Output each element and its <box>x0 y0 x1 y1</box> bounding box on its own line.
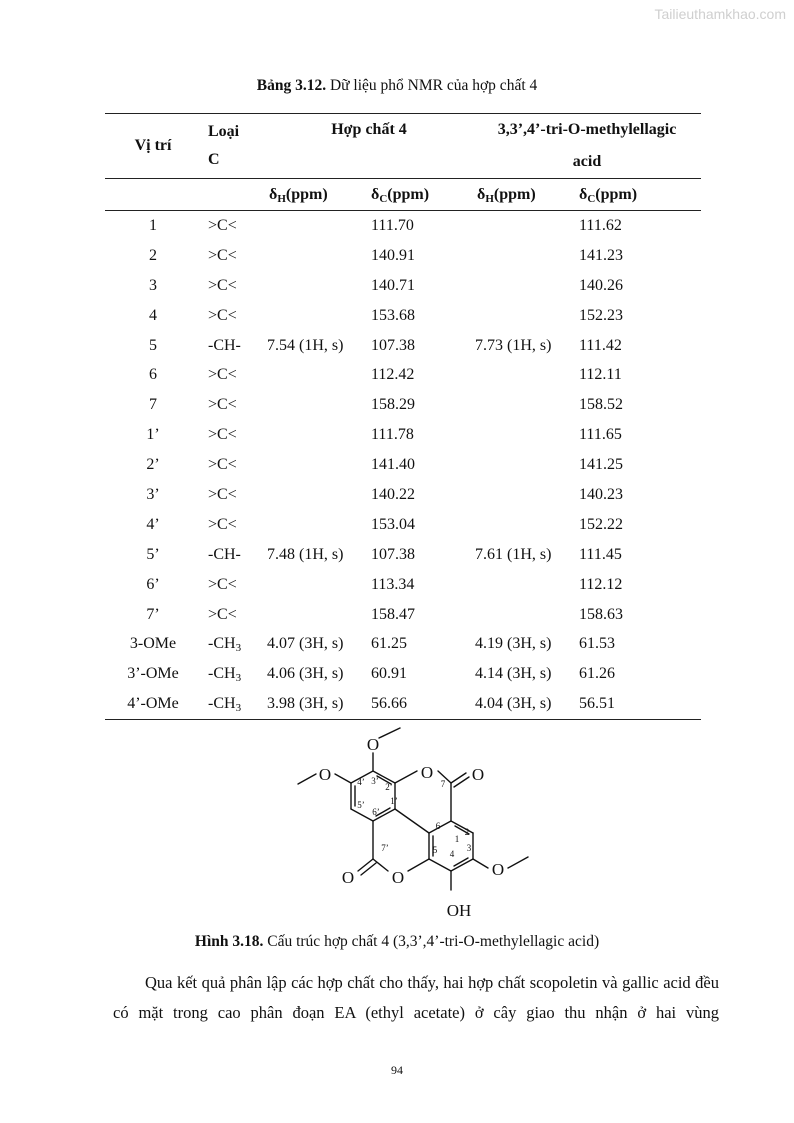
cell-carbon-type: -CH- <box>208 336 241 354</box>
cell-compound-delta-h: 4.06 (3H, s) <box>267 665 344 683</box>
cell-compound-delta-c: 158.29 <box>371 396 415 414</box>
atom-number-3: 3 <box>466 843 472 853</box>
atom-oh: OH <box>446 901 472 920</box>
atom-number-7p: 7’ <box>381 843 389 853</box>
table-row <box>105 450 701 480</box>
cell-compound-delta-h <box>265 510 369 540</box>
cell-position: 4’-OMe <box>105 689 201 719</box>
cell-compound-delta-h: 7.48 (1H, s) <box>267 545 344 563</box>
cell-reference-delta-c: 152.23 <box>579 306 623 324</box>
cell-reference-delta-c: 61.53 <box>579 635 615 653</box>
atom-number-7: 7 <box>440 779 446 789</box>
table-caption-label: Bảng 3.12. <box>256 77 327 94</box>
cell-reference-delta-h <box>473 570 577 600</box>
cell-compound-delta-h <box>265 450 369 480</box>
atom-o-methoxy-top: O <box>366 735 380 754</box>
cell-compound-delta-c: 141.40 <box>371 456 415 474</box>
atom-number-5: 5 <box>432 845 438 855</box>
table-row <box>105 480 701 510</box>
table-row <box>105 331 701 361</box>
cell-reference-delta-h <box>473 510 577 540</box>
cell-compound-delta-h <box>265 570 369 600</box>
cell-carbon-type: >C< <box>208 456 237 474</box>
cell-compound-delta-h <box>265 271 369 301</box>
cell-reference-delta-h: 4.19 (3H, s) <box>475 635 552 653</box>
cell-compound-delta-c: 153.68 <box>371 306 415 324</box>
cell-carbon-type: >C< <box>208 366 237 384</box>
atom-o-ring-upper: O <box>420 763 434 782</box>
atom-o-methoxy-right: O <box>491 860 505 879</box>
cell-compound-delta-c: 140.71 <box>371 276 415 294</box>
cell-compound-delta-h <box>265 360 369 390</box>
cell-reference-delta-c: 111.62 <box>579 216 622 234</box>
table-row <box>105 600 701 630</box>
cell-carbon-type: >C< <box>208 276 237 294</box>
cell-reference-delta-c: 111.45 <box>579 545 622 563</box>
cell-position: 1’ <box>146 426 160 444</box>
cell-reference-delta-h: 4.04 (3H, s) <box>473 689 577 719</box>
atom-number-6p: 6’ <box>372 807 380 817</box>
cell-compound-delta-c: 60.91 <box>371 665 407 683</box>
cell-reference-delta-c: 152.22 <box>579 515 623 533</box>
cell-compound-delta-h <box>265 241 369 271</box>
cell-compound-delta-c: 107.38 <box>371 336 415 354</box>
cell-compound-delta-h: 7.54 (1H, s) <box>267 336 344 354</box>
watermark: Tailieuthamkhao.com <box>654 6 786 22</box>
cell-reference-delta-h <box>473 360 577 390</box>
cell-reference-delta-h <box>473 241 577 271</box>
cell-position: 4 <box>149 306 157 324</box>
table-row <box>105 241 701 271</box>
cell-carbon-type: -CH- <box>208 545 241 563</box>
cell-reference-delta-c: 112.12 <box>579 575 623 593</box>
cell-position: 6’ <box>146 575 160 593</box>
cell-compound-delta-h <box>265 420 369 450</box>
cell-compound-delta-c: 113.34 <box>371 575 415 593</box>
cell-reference-delta-h <box>473 301 577 331</box>
cell-position: 3-OMe <box>129 635 177 653</box>
header-position: Vị trí <box>105 114 201 179</box>
table-row <box>105 211 701 241</box>
cell-compound-delta-c: 111.78 <box>371 426 414 444</box>
paragraph-line-1: Qua kết quả phân lập các hợp chất cho thấy, hai hợp chất scopoletin và gallic acid <box>145 973 691 992</box>
cell-position: 3 <box>149 276 157 294</box>
header-delta-c-2: $\delta_C(ppm)$ <box>577 179 701 211</box>
cell-position: 7 <box>149 396 157 414</box>
chemical-structure <box>280 726 540 926</box>
table-row <box>105 540 701 570</box>
table-row <box>105 659 701 689</box>
cell-carbon-type: >C< <box>208 246 237 264</box>
cell-position: 2’ <box>146 456 160 474</box>
cell-compound-delta-h <box>265 390 369 420</box>
cell-reference-delta-h <box>473 480 577 510</box>
cell-reference-delta-h <box>473 420 577 450</box>
atom-o-ring-lower: O <box>391 868 405 887</box>
figure-caption-label: Hình 3.18. <box>194 933 264 950</box>
cell-reference-delta-c: 61.26 <box>579 665 615 683</box>
cell-position: 5 <box>149 336 157 354</box>
table-row <box>105 301 701 331</box>
cell-compound-delta-c: 112.42 <box>371 366 415 384</box>
atom-o-carbonyl-upper: O <box>471 765 485 784</box>
header-delta-h-2: $\delta_H(ppm)$ <box>473 179 577 211</box>
cell-position: 5’ <box>146 545 160 563</box>
cell-carbon-type: $-CH_3$ <box>208 665 242 685</box>
nmr-data-table <box>105 113 701 720</box>
cell-reference-delta-c: 158.63 <box>579 605 623 623</box>
cell-compound-delta-c: 61.25 <box>371 635 407 653</box>
header-reference-line2: acid <box>572 153 602 170</box>
cell-carbon-type: >C< <box>208 396 237 414</box>
atom-o-carbonyl-lower: O <box>341 868 355 887</box>
atom-number-6: 6 <box>435 821 441 831</box>
cell-reference-delta-c: 140.23 <box>579 485 623 503</box>
cell-carbon-type: $-CH_3$ <box>201 689 265 719</box>
cell-carbon-type: >C< <box>208 306 237 324</box>
page-number: 94 <box>391 1063 403 1077</box>
atom-number-4p: 4’ <box>357 777 365 787</box>
cell-compound-delta-h <box>265 211 369 241</box>
paragraph-line-2: đều có mặt trong cao phân đoạn EA (ethyl acetate) ở cây giao thu nhận ở hai vùng <box>113 973 719 1022</box>
table-row <box>105 570 701 600</box>
cell-carbon-type: >C< <box>208 515 237 533</box>
header-compound-4: Hợp chất 4 <box>265 114 473 147</box>
table-row <box>105 689 701 719</box>
cell-position: 7’ <box>146 605 160 623</box>
cell-compound-delta-c: 153.04 <box>371 515 415 533</box>
cell-reference-delta-h: 4.14 (3H, s) <box>475 665 552 683</box>
table-row <box>105 420 701 450</box>
cell-position: 4’ <box>146 515 160 533</box>
header-carbon-type: Loại C <box>201 114 265 179</box>
atom-number-1p: 1’ <box>390 796 398 806</box>
cell-compound-delta-c: 158.47 <box>371 605 415 623</box>
atom-number-1: 1 <box>454 834 460 844</box>
cell-compound-delta-h: 4.07 (3H, s) <box>267 635 344 653</box>
table-row <box>105 510 701 540</box>
table-caption-text: Dữ liệu phổ NMR của hợp chất 4 <box>326 77 538 94</box>
table-row <box>105 360 701 390</box>
cell-position: 3’-OMe <box>127 665 179 683</box>
cell-reference-delta-h: 7.73 (1H, s) <box>475 336 552 354</box>
cell-reference-delta-c: 141.23 <box>579 246 623 264</box>
body-paragraph <box>113 968 719 1028</box>
cell-compound-delta-h <box>265 480 369 510</box>
atom-o-methoxy-left: O <box>318 765 332 784</box>
cell-carbon-type: $-CH_3$ <box>208 635 242 655</box>
cell-compound-delta-c: 140.22 <box>371 485 415 503</box>
cell-reference-delta-h <box>473 450 577 480</box>
atom-number-3p: 3’ <box>371 776 379 786</box>
cell-carbon-type: >C< <box>208 605 237 623</box>
cell-position: 1 <box>149 216 157 234</box>
cell-compound-delta-h <box>265 600 369 630</box>
atom-number-4: 4 <box>449 849 455 859</box>
cell-reference-delta-c: 111.42 <box>579 336 622 354</box>
cell-carbon-type: >C< <box>208 485 237 503</box>
cell-compound-delta-c: 140.91 <box>371 246 415 264</box>
table-row <box>105 390 701 420</box>
cell-position: 3’ <box>146 485 160 503</box>
cell-reference-delta-c: 140.26 <box>579 276 623 294</box>
table-caption <box>0 77 794 95</box>
cell-compound-delta-h: 3.98 (3H, s) <box>265 689 369 719</box>
table-row <box>105 271 701 301</box>
cell-reference-delta-h <box>473 271 577 301</box>
header-delta-h-1: $\delta_H(ppm)$ <box>265 179 369 211</box>
atom-number-5p: 5’ <box>357 800 365 810</box>
header-reference-line1: 3,3’,4’-tri-O-methylellagic <box>473 114 701 147</box>
atom-number-2: 2 <box>464 827 470 837</box>
cell-compound-delta-c: 107.38 <box>371 545 415 563</box>
atom-number-2p: 2’ <box>385 782 393 792</box>
table-row <box>105 629 701 659</box>
cell-reference-delta-c: 112.11 <box>579 366 622 384</box>
cell-reference-delta-h <box>473 390 577 420</box>
cell-reference-delta-h: 7.61 (1H, s) <box>475 545 552 563</box>
cell-compound-delta-h <box>265 301 369 331</box>
header-delta-c-1: $\delta_C(ppm)$ <box>369 179 473 211</box>
figure-caption-text: Cấu trúc hợp chất 4 (3,3’,4’-tri-O-methylellagic acid) <box>263 933 600 950</box>
cell-reference-delta-c: 56.51 <box>577 689 701 719</box>
cell-carbon-type: >C< <box>208 216 237 234</box>
cell-reference-delta-h <box>473 211 577 241</box>
cell-compound-delta-c: 56.66 <box>369 689 473 719</box>
cell-reference-delta-c: 158.52 <box>579 396 623 414</box>
cell-reference-delta-h <box>473 600 577 630</box>
cell-carbon-type: >C< <box>208 426 237 444</box>
figure-caption <box>0 933 794 951</box>
cell-reference-delta-c: 111.65 <box>579 426 622 444</box>
cell-carbon-type: >C< <box>208 575 237 593</box>
cell-compound-delta-c: 111.70 <box>371 216 414 234</box>
cell-position: 6 <box>149 366 157 384</box>
cell-reference-delta-c: 141.25 <box>579 456 623 474</box>
cell-position: 2 <box>149 246 157 264</box>
